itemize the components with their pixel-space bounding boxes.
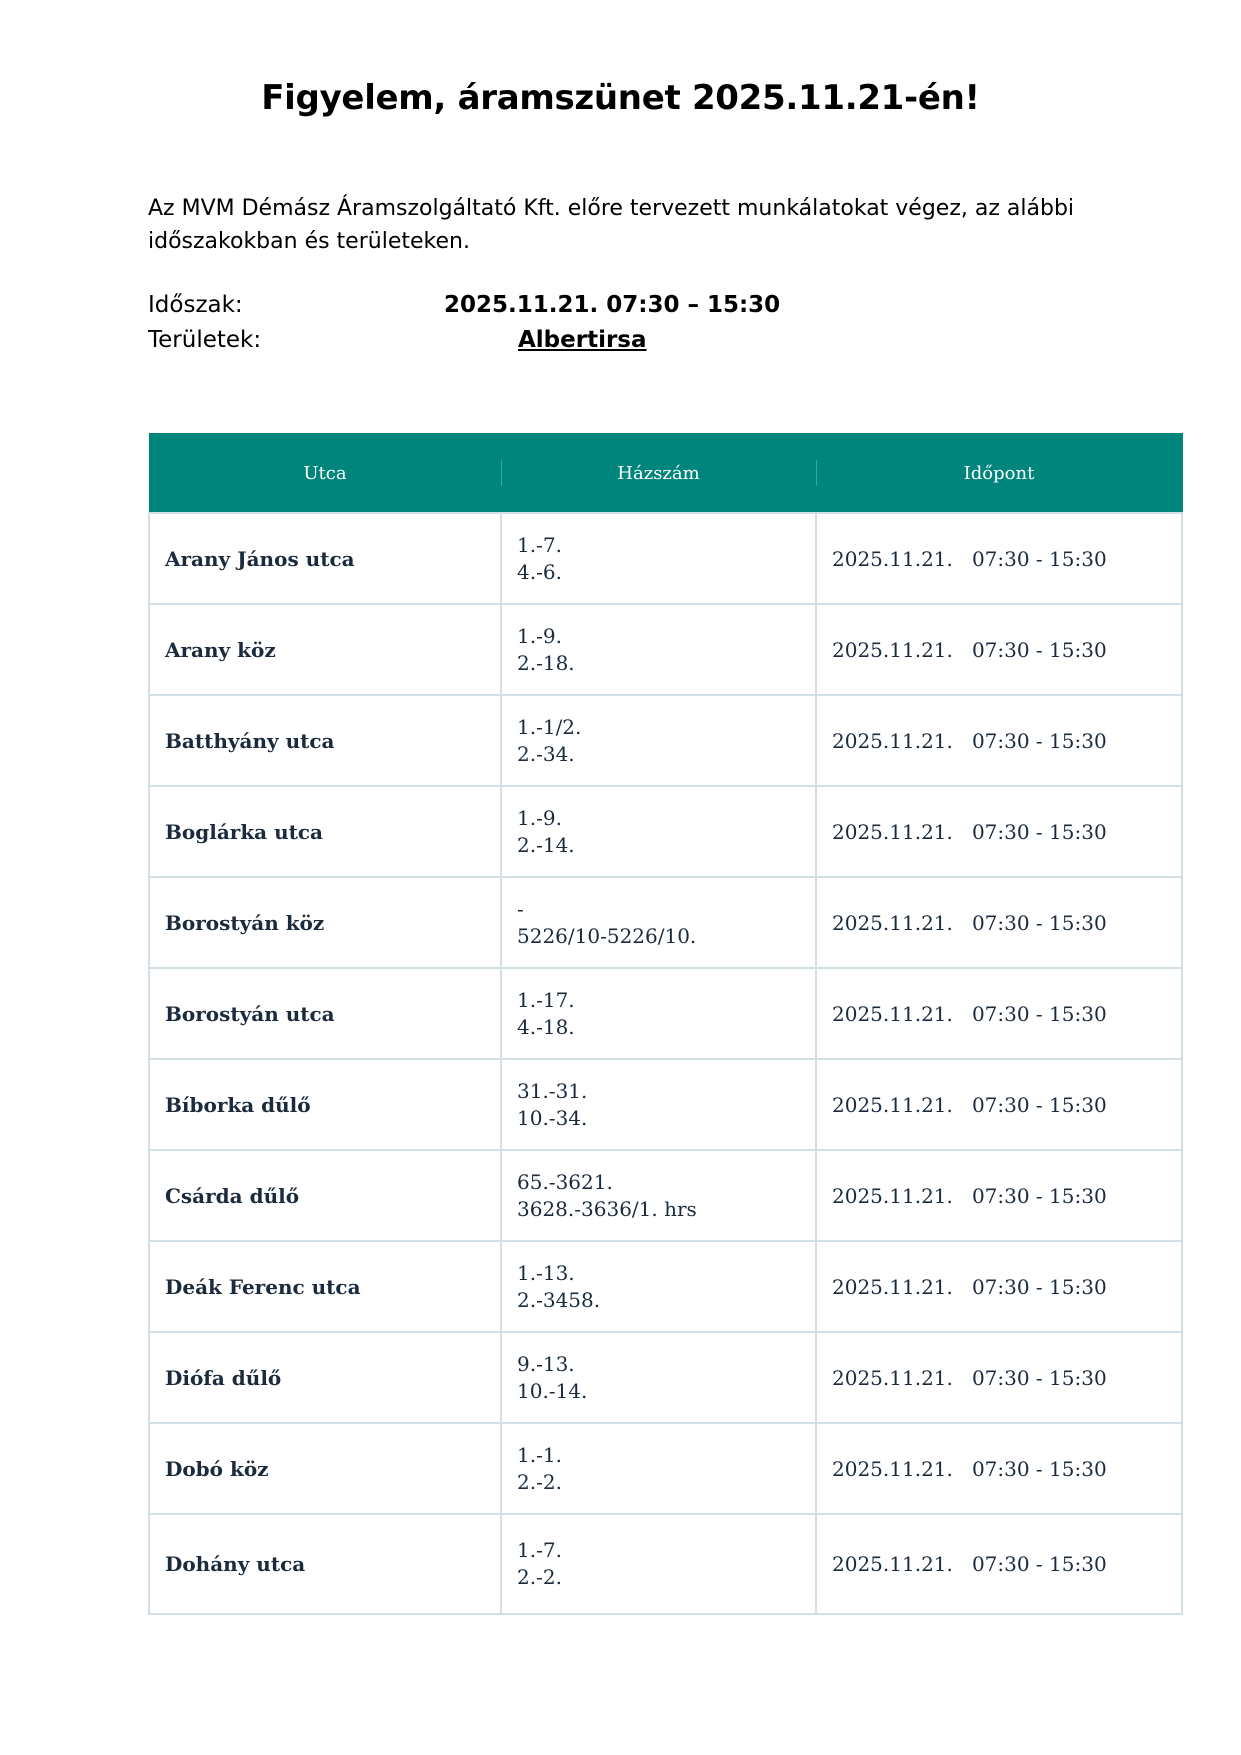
- time-cell: 2025.11.21. 07:30 - 15:30: [816, 968, 1182, 1059]
- intro-paragraph: Az MVM Démász Áramszolgáltató Kft. előre tervezett munkálatokat végez, az alábbi időszakokban és területeken.: [148, 196, 1075, 254]
- house-range-even: 2.-2.: [517, 1565, 562, 1589]
- house-number-cell: [501, 1150, 816, 1241]
- time-cell: 2025.11.21. 07:30 - 15:30: [816, 877, 1182, 968]
- table-row: [149, 1514, 1182, 1614]
- house-range-odd: 31.-31.: [517, 1078, 588, 1103]
- house-number-cell: [501, 1514, 816, 1614]
- house-range-even: 2.-34.: [517, 741, 575, 766]
- street-cell: Borostyán köz: [149, 877, 501, 968]
- house-number-cell: [501, 1241, 816, 1332]
- house-range-odd: 1.-7.: [517, 532, 562, 557]
- table-row: [149, 513, 1182, 604]
- house-range-even: 10.-34.: [517, 1105, 588, 1130]
- house-range-odd: 9.-13.: [517, 1351, 575, 1376]
- house-range-odd: 1.-17.: [517, 987, 575, 1012]
- area-value: Albertirsa: [518, 327, 647, 353]
- house-range-odd: 1.-1.: [517, 1442, 562, 1467]
- table-header-row: [149, 434, 1182, 514]
- house-number-cell: [501, 1059, 816, 1150]
- house-range-even: 4.-18.: [517, 1014, 575, 1039]
- period-value: 2025.11.21. 07:30 – 15:30: [444, 292, 781, 318]
- house-range-even: 2.-3458.: [517, 1287, 601, 1312]
- house-range-even: 3628.-3636/1. hrs: [517, 1196, 697, 1221]
- table-row: [149, 1241, 1182, 1332]
- time-cell: 2025.11.21. 07:30 - 15:30: [816, 604, 1182, 695]
- time-cell: 2025.11.21. 07:30 - 15:30: [816, 1332, 1182, 1423]
- time-cell: 2025.11.21. 07:30 - 15:30: [816, 1241, 1182, 1332]
- street-cell: Deák Ferenc utca: [149, 1241, 501, 1332]
- house-number-cell: [501, 968, 816, 1059]
- time-cell: 2025.11.21. 07:30 - 15:30: [816, 513, 1182, 604]
- street-cell: Dobó köz: [149, 1423, 501, 1514]
- house-range-even: 4.-6.: [517, 559, 562, 584]
- house-range-odd: 1.-9.: [517, 805, 562, 830]
- outage-table: [148, 433, 1183, 1615]
- outage-table-container: [148, 433, 1181, 1615]
- house-range-even: 2.-14.: [517, 832, 575, 857]
- table-row: [149, 1059, 1182, 1150]
- table-row: [149, 695, 1182, 786]
- table-body: [149, 513, 1182, 1614]
- house-range-odd: -: [517, 896, 524, 921]
- table-row: [149, 786, 1182, 877]
- area-label: Területek:: [148, 327, 262, 353]
- house-range-even: 2.-2.: [517, 1469, 562, 1494]
- area-row: [148, 327, 647, 353]
- table-row: [149, 968, 1182, 1059]
- house-range-even: 10.-14.: [517, 1378, 588, 1403]
- column-header-street: Utca: [149, 434, 501, 514]
- street-cell: Dohány utca: [149, 1514, 501, 1614]
- house-range-odd: 1.-1/2.: [517, 714, 582, 739]
- house-number-cell: [501, 604, 816, 695]
- street-cell: Boglárka utca: [149, 786, 501, 877]
- period-row: [148, 292, 781, 318]
- house-range-odd: 1.-13.: [517, 1260, 575, 1285]
- table-row: [149, 1332, 1182, 1423]
- column-header-time: Időpont: [816, 434, 1182, 514]
- house-number-cell: [501, 1332, 816, 1423]
- house-range-even: 5226/10-5226/10.: [517, 923, 697, 948]
- street-cell: Arany János utca: [149, 513, 501, 604]
- page-title: Figyelem, áramszünet 2025.11.21-én!: [261, 78, 980, 118]
- house-range-odd: 1.-7.: [517, 1538, 562, 1562]
- house-range-odd: 65.-3621.: [517, 1169, 613, 1194]
- table-row: [149, 1150, 1182, 1241]
- time-cell: 2025.11.21. 07:30 - 15:30: [816, 1150, 1182, 1241]
- time-cell: 2025.11.21. 07:30 - 15:30: [816, 695, 1182, 786]
- table-row: [149, 1423, 1182, 1514]
- time-cell: 2025.11.21. 07:30 - 15:30: [816, 1514, 1182, 1614]
- house-number-cell: [501, 695, 816, 786]
- time-cell: 2025.11.21. 07:30 - 15:30: [816, 786, 1182, 877]
- street-cell: Csárda dűlő: [149, 1150, 501, 1241]
- table-row: [149, 604, 1182, 695]
- house-number-cell: [501, 877, 816, 968]
- house-number-cell: [501, 513, 816, 604]
- time-cell: 2025.11.21. 07:30 - 15:30: [816, 1059, 1182, 1150]
- house-number-cell: [501, 786, 816, 877]
- street-cell: Borostyán utca: [149, 968, 501, 1059]
- house-range-odd: 1.-9.: [517, 623, 562, 648]
- table-row: [149, 877, 1182, 968]
- street-cell: Arany köz: [149, 604, 501, 695]
- house-range-even: 2.-18.: [517, 650, 575, 675]
- period-label: Időszak:: [148, 292, 243, 318]
- street-cell: Diófa dűlő: [149, 1332, 501, 1423]
- column-header-house-number: Házszám: [501, 434, 816, 514]
- street-cell: Bíborka dűlő: [149, 1059, 501, 1150]
- street-cell: Batthyány utca: [149, 695, 501, 786]
- house-number-cell: [501, 1423, 816, 1514]
- time-cell: 2025.11.21. 07:30 - 15:30: [816, 1423, 1182, 1514]
